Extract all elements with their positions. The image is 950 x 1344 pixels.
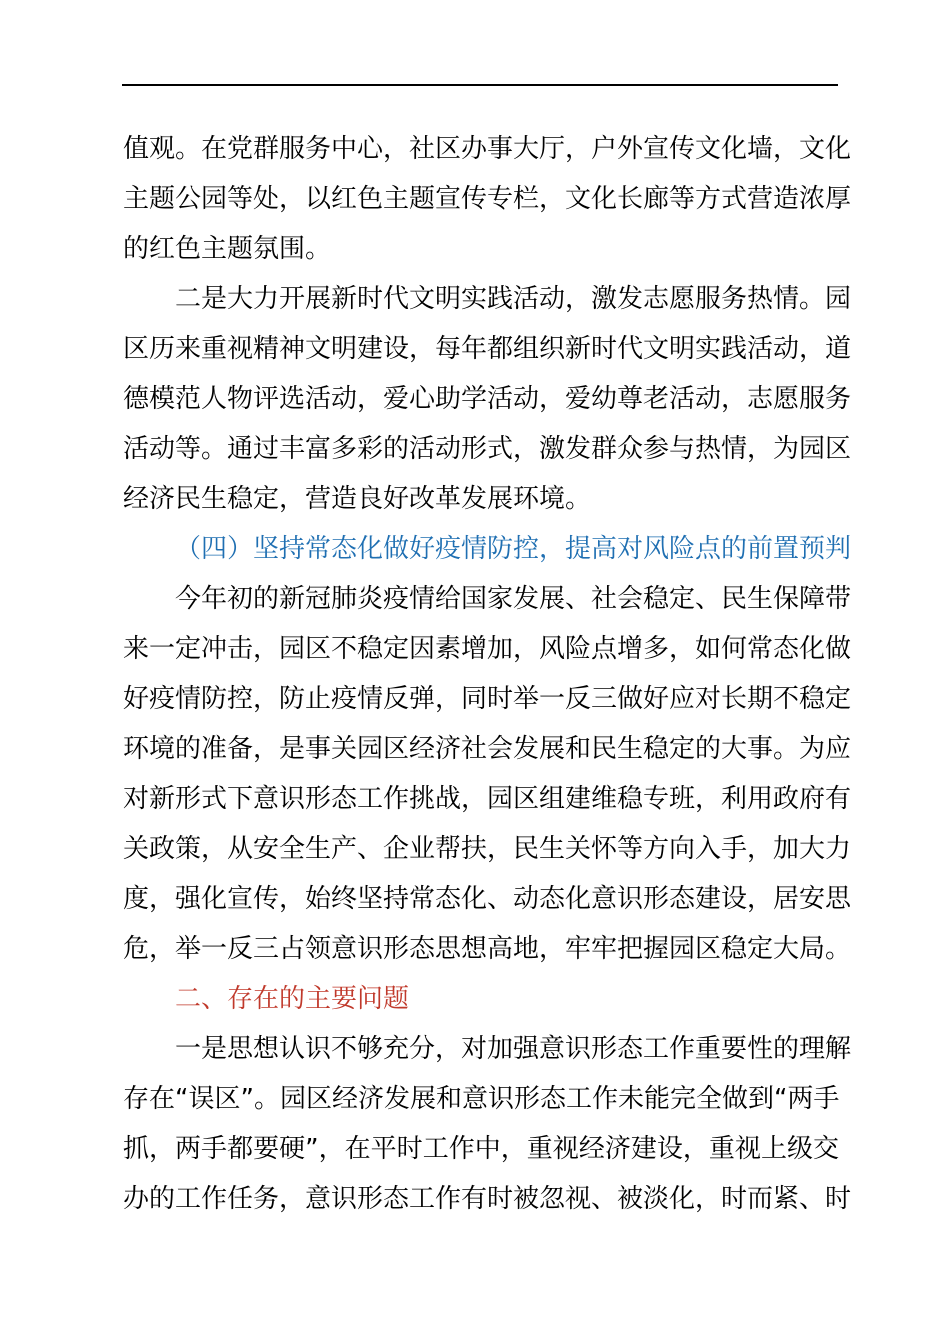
text-line: 值观。在党群服务中心，社区办事大厅，户外宣传文化墙，文化 bbox=[123, 134, 852, 164]
text-line: 来一定冲击，园区不稳定因素增加，风险点增多，如何常态化做 bbox=[123, 634, 852, 664]
text-line: 区历来重视精神文明建设，每年都组织新时代文明实践活动，道 bbox=[123, 334, 852, 364]
text-line: 二是大力开展新时代文明实践活动，激发志愿服务热情。园 bbox=[175, 284, 852, 314]
text-line: 环境的准备，是事关园区经济社会发展和民生稳定的大事。为应 bbox=[123, 734, 852, 764]
text-line: 抓，两手都要硬”，在平时工作中，重视经济建设，重视上级交 bbox=[123, 1134, 839, 1164]
text-line: 对新形式下意识形态工作挑战，园区组建维稳专班，利用政府有 bbox=[123, 784, 852, 814]
text-line: 活动等。通过丰富多彩的活动形式，激发群众参与热情，为园区 bbox=[123, 434, 852, 464]
text-line: 今年初的新冠肺炎疫情给国家发展、社会稳定、民生保障带 bbox=[175, 584, 852, 614]
text-line: 经济民生稳定，营造良好改革发展环境。 bbox=[123, 484, 592, 514]
text-line: 办的工作任务，意识形态工作有时被忽视、被淡化，时而紧、时 bbox=[123, 1184, 852, 1214]
header-rule bbox=[122, 84, 838, 86]
text-line: 危，举一反三占领意识形态思想高地，牢牢把握园区稳定大局。 bbox=[123, 934, 852, 964]
text-line: 好疫情防控，防止疫情反弹，同时举一反三做好应对长期不稳定 bbox=[123, 684, 852, 714]
section-heading: （四）坚持常态化做好疫情防控，提高对风险点的前置预判 bbox=[175, 534, 852, 564]
text-line: 存在“误区”。园区经济发展和意识形态工作未能完全做到“两手 bbox=[123, 1084, 840, 1114]
text-line: 的红色主题氛围。 bbox=[123, 234, 332, 264]
text-line: 度，强化宣传，始终坚持常态化、动态化意识形态建设，居安思 bbox=[123, 884, 852, 914]
text-line: 德模范人物评选活动，爱心助学活动，爱幼尊老活动，志愿服务 bbox=[123, 384, 852, 414]
text-line: 主题公园等处，以红色主题宣传专栏，文化长廊等方式营造浓厚 bbox=[123, 184, 852, 214]
text-line: 关政策，从安全生产、企业帮扶，民生关怀等方向入手，加大力 bbox=[123, 834, 852, 864]
text-line: 一是思想认识不够充分，对加强意识形态工作重要性的理解 bbox=[175, 1034, 852, 1064]
chapter-heading: 二、存在的主要问题 bbox=[175, 984, 410, 1014]
document-body bbox=[123, 124, 852, 1224]
